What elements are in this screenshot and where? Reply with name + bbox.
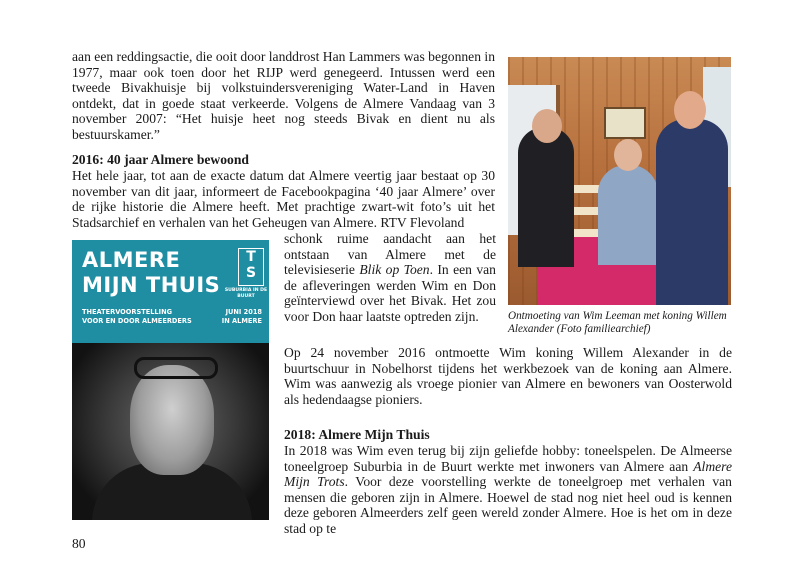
heading-2018: 2018: Almere Mijn Thuis: [284, 427, 430, 442]
paragraph-2018: [284, 443, 732, 537]
paragraph-2016-a-text: Het hele jaar, tot aan de exacte datum dat Almere veertig jaar bestaat op 30 november van dit jaar, informeert de Facebookpagina ‘40 jaar Almere’ over de rijke historie die Almere heeft. Met prachtige zwart-wit foto’s uit het Stadsarchief en verhalen van het Geheugen van Almere. RTV Flevoland: [72, 168, 495, 230]
play-title-almere-mijn-trots: Almere Mijn Trots: [284, 458, 732, 490]
almere-mijn-thuis-poster: [72, 240, 269, 520]
photo-person-wim: [518, 127, 574, 267]
suburbia-logo-icon: T S: [238, 248, 264, 286]
paragraph-2016-b-pre: schonk ruime aandacht aan het ontstaan van Almere met de televisieserie: [284, 231, 496, 278]
intro-paragraph: [72, 49, 495, 143]
paragraph-2016-b-post: . In een van de afleveringen werden Wim en Don geïnterviewd over het Bivak. Het zou voor Don haar laatste optreden zijn.: [284, 262, 496, 324]
photo-person-king: [656, 119, 728, 305]
paragraph-2016-c-text: Op 24 november 2016 ontmoette Wim koning Willem Alexander in de buurtschuur in Nobelhorst tijdens het werkbezoek van de koning aan Almere. Wim was aanwezig als vroege pionier van Almere en bewoners van Oosterwold als hedendaagse pioniers.: [284, 345, 732, 407]
heading-2016: 2016: 40 jaar Almere bewoond: [72, 152, 249, 167]
poster-title: ALMERE MIJN THUIS: [82, 248, 221, 297]
intro-text: aan een reddingsactie, die ooit door landdrost Han Lammers was begonnen in 1977, maar ook toen door het RIJP werd genegeerd. Intussen werd een tweede Bivakhuisje bij volkstuindersvereniging Water-Land in Haven ontdekt, dat in goede staat verkeerde. Volgens de Almere Vandaag van 3 november 2007: “Het huisje heet nog steeds Bivak en dient nu als bestuurskamer.”: [72, 49, 495, 142]
poster-subtitle: THEATERVOORSTELLING VOOR EN DOOR ALMEERDERS: [82, 308, 192, 325]
paragraph-2018-pre: In 2018 was Wim even terug bij zijn geliefde hobby: toneelspelen. De Almeerse toneelgroep Suburbia in de Buurt werkte met inwoners van Almere aan: [284, 443, 732, 474]
photo-wall-frame: [604, 107, 646, 139]
photo-person-woman: [598, 165, 658, 265]
meeting-photo: [508, 57, 731, 305]
paragraph-2016-c: [284, 345, 732, 407]
page-number: 80: [72, 536, 86, 551]
poster-header: [72, 240, 269, 343]
paragraph-2016-a: [72, 168, 495, 230]
paragraph-2018-post: . Voor deze voorstelling werkte de toneelgroep met verhalen van mensen die geboren zijn in Almere. Hoewel de stad nog niet heel oud is kennen deze geboren Almeerders zelf geen wereld zonder Almere. Hoe is het om in deze stad op te: [284, 474, 732, 536]
poster-portrait: [72, 343, 269, 520]
paragraph-2016-b: [284, 231, 496, 325]
poster-date: JUNI 2018 IN ALMERE: [221, 308, 262, 325]
photo-caption: Ontmoeting van Wim Leeman met koning Willem Alexander (Foto familiearchief): [508, 310, 727, 335]
suburbia-logo-text: SUBURBIA IN DE BUURT: [224, 288, 268, 299]
series-title-blik-op-toen: Blik op Toen: [359, 262, 430, 278]
glasses-icon: [134, 357, 218, 379]
